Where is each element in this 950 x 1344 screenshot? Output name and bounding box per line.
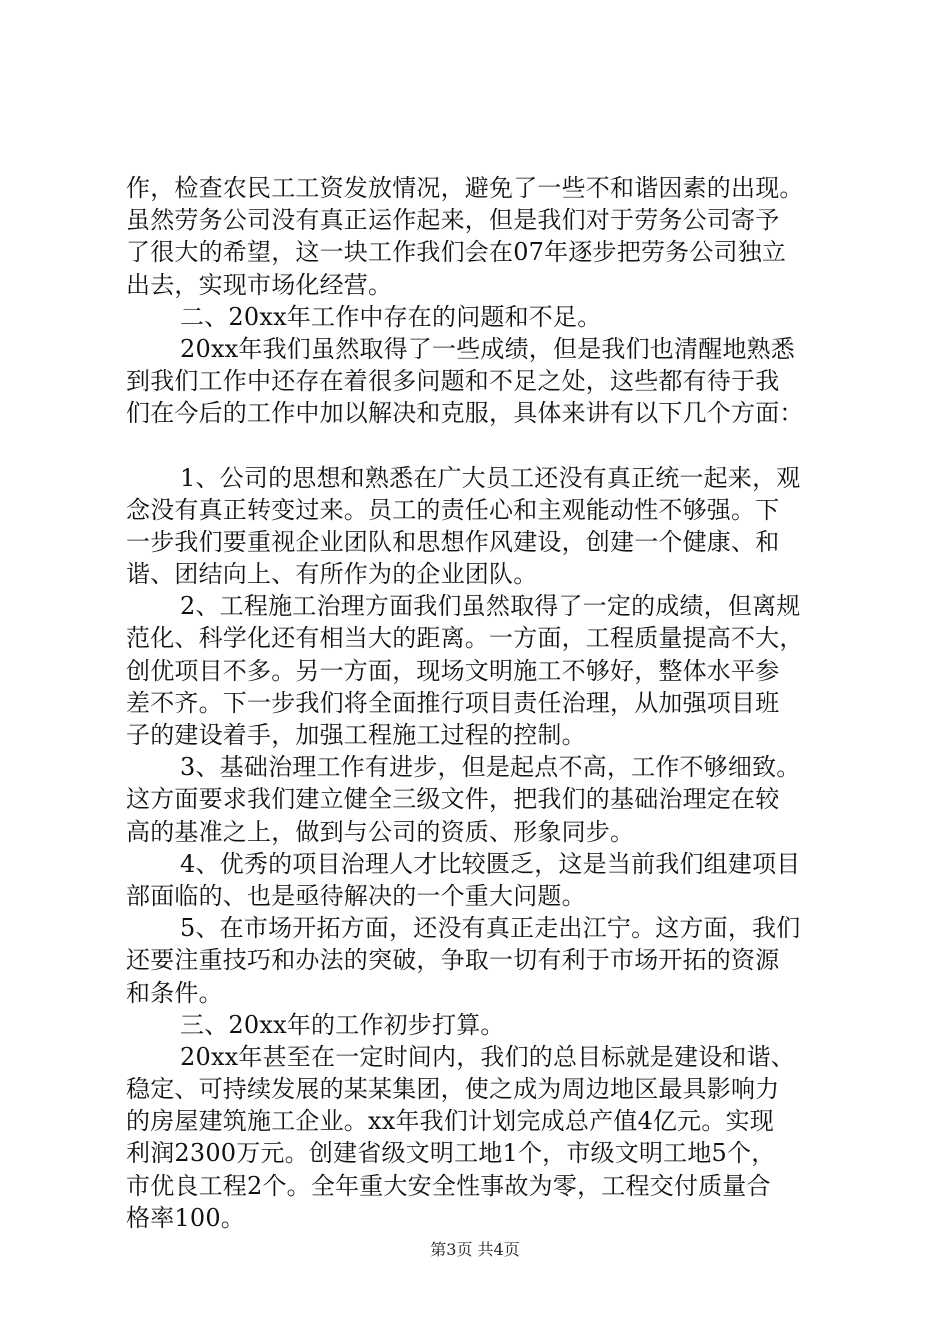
text-line: 稳定、可持续发展的某某集团，使之成为周边地区最具影响力 (126, 1075, 780, 1104)
text-line: 差不齐。下一步我们将全面推行项目责任治理，从加强项目班 (126, 688, 780, 717)
text-line: 出去，实现市场化经营。 (126, 270, 393, 299)
text-line: 创优项目不多。另一方面，现场文明施工不够好，整体水平参 (126, 656, 780, 685)
text-line: 的房屋建筑施工企业。xx年我们计划完成总产值4亿元。实现 (126, 1107, 774, 1136)
text-line: 范化、科学化还有相当大的距离。一方面，工程质量提高不大， (126, 624, 804, 653)
text-line: 还要注重技巧和办法的突破，争取一切有利于市场开拓的资源 (126, 946, 780, 975)
section-heading: 二、20xx年工作中存在的问题和不足。 (180, 302, 602, 331)
text-line: 3、基础治理工作有进步，但是起点不高，工作不够细致。 (180, 753, 801, 782)
text-line: 和条件。 (126, 978, 223, 1007)
text-line: 1、公司的思想和熟悉在广大员工还没有真正统一起来，观 (180, 463, 801, 492)
text-line: 格率100。 (126, 1203, 246, 1232)
text-line: 市优良工程2个。全年重大安全性事故为零，工程交付质量合 (126, 1171, 771, 1200)
text-line: 4、优秀的项目治理人才比较匮乏，这是当前我们组建项目 (180, 849, 801, 878)
text-line: 这方面要求我们建立健全三级文件，把我们的基础治理定在较 (126, 785, 780, 814)
blank-line (126, 430, 830, 462)
text-line: 一步我们要重视企业团队和思想作风建设，创建一个健康、和 (126, 527, 780, 556)
text-line: 5、在市场开拓方面，还没有真正走出江宁。这方面，我们 (180, 914, 801, 943)
text-line: 2、工程施工治理方面我们虽然取得了一定的成绩，但离规 (180, 592, 801, 621)
text-line: 利润2300万元。创建省级文明工地1个，市级文明工地5个， (126, 1139, 776, 1168)
document-body (126, 172, 830, 1234)
text-line: 了很大的希望，这一块工作我们会在07年逐步把劳务公司独立 (126, 238, 787, 267)
text-line: 高的基准之上，做到与公司的资质、形象同步。 (126, 817, 635, 846)
section-heading: 三、20xx年的工作初步打算。 (180, 1010, 505, 1039)
text-line: 们在今后的工作中加以解决和克服，具体来讲有以下几个方面： (126, 399, 804, 428)
text-line: 念没有真正转变过来。员工的责任心和主观能动性不够强。下 (126, 495, 780, 524)
text-line: 部面临的、也是亟待解决的一个重大问题。 (126, 881, 586, 910)
text-line: 作，检查农民工工资发放情况，避免了一些不和谐因素的出现。 (126, 174, 804, 202)
text-line: 到我们工作中还存在着很多问题和不足之处，这些都有待于我 (126, 367, 780, 396)
text-line: 20xx年我们虽然取得了一些成绩，但是我们也清醒地熟悉 (180, 334, 796, 363)
text-line: 虽然劳务公司没有真正运作起来，但是我们对于劳务公司寄予 (126, 206, 780, 235)
text-line: 子的建设着手，加强工程施工过程的控制。 (126, 721, 586, 749)
page-footer: 第3页 共4页 (430, 1240, 520, 1259)
text-line: 谐、团结向上、有所作为的企业团队。 (126, 560, 538, 589)
text-line: 20xx年甚至在一定时间内，我们的总目标就是建设和谐、 (180, 1042, 796, 1071)
